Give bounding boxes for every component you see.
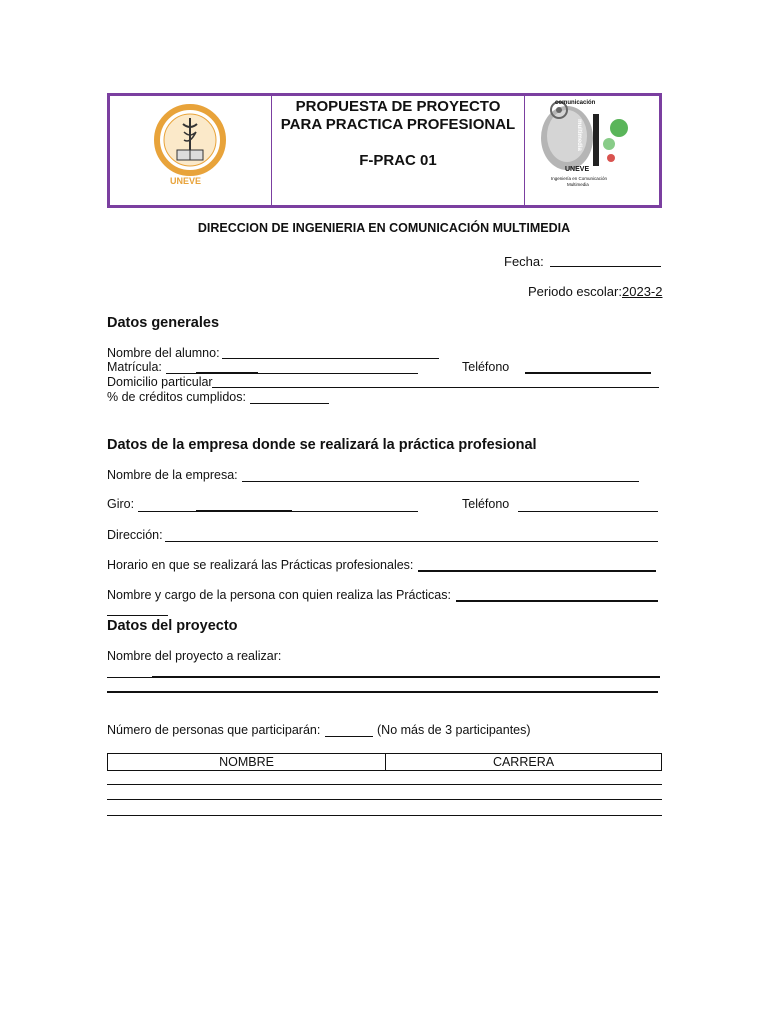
header-logo-cell bbox=[110, 96, 272, 205]
giro-field-accent bbox=[196, 510, 292, 512]
domicilio-label: Domicilio particular bbox=[107, 375, 213, 389]
fecha-field[interactable] bbox=[550, 266, 661, 267]
persona-field[interactable] bbox=[456, 600, 658, 602]
participant-row-1[interactable] bbox=[107, 784, 662, 785]
form-code: F-PRAC 01 bbox=[359, 152, 437, 169]
proyecto-nombre-label: Nombre del proyecto a realizar: bbox=[107, 649, 282, 663]
empresa-heading: Datos de la empresa donde se realizará la práctica profesional bbox=[107, 437, 537, 453]
participant-row-3[interactable] bbox=[107, 815, 662, 816]
creditos-field[interactable] bbox=[250, 403, 329, 404]
col-carrera-header: CARRERA bbox=[386, 754, 662, 771]
persona-label: Nombre y cargo de la persona con quien realiza las Prácticas: bbox=[107, 588, 451, 602]
proyecto-heading: Datos del proyecto bbox=[107, 618, 238, 634]
logo-caption-line1: Ingeniería en Comunicación bbox=[551, 176, 608, 181]
numero-note: (No más de 3 participantes) bbox=[377, 723, 531, 737]
uneve-logo-text: UNEVE bbox=[170, 176, 202, 186]
header-title-cell bbox=[272, 96, 525, 205]
persona-field-continued[interactable] bbox=[107, 615, 168, 616]
datos-generales-heading: Datos generales bbox=[107, 315, 220, 331]
fecha-label: Fecha: bbox=[504, 254, 544, 269]
form-title-line2: PARA PRACTICA PROFESIONAL bbox=[280, 116, 516, 133]
numero-field[interactable] bbox=[325, 736, 373, 737]
empresa-nombre-label: Nombre de la empresa: bbox=[107, 468, 238, 482]
empresa-nombre-field[interactable] bbox=[242, 481, 639, 482]
nombre-alumno-label: Nombre del alumno: bbox=[107, 346, 220, 360]
giro-label: Giro: bbox=[107, 497, 135, 511]
horario-label: Horario en que se realizará las Prácticas profesionales: bbox=[107, 558, 414, 572]
creditos-label: % de créditos cumplidos: bbox=[107, 390, 246, 404]
logo-comunicacion-text: comunicación bbox=[555, 100, 596, 106]
direccion-field[interactable] bbox=[165, 541, 658, 542]
empresa-telefono-label: Teléfono bbox=[462, 497, 510, 511]
telefono-alumno-field[interactable] bbox=[525, 372, 651, 374]
numero-label: Número de personas que participarán: bbox=[107, 723, 321, 737]
participant-row-2[interactable] bbox=[107, 799, 662, 800]
horario-field[interactable] bbox=[418, 570, 656, 572]
proyecto-nombre-field-line2[interactable] bbox=[107, 691, 658, 693]
domicilio-field[interactable] bbox=[212, 387, 659, 388]
col-nombre-header: NOMBRE bbox=[108, 754, 386, 771]
header-multimedia-logo-cell bbox=[525, 96, 659, 205]
periodo-value[interactable]: 2023-2 bbox=[622, 284, 663, 299]
direction-heading: DIRECCION DE INGENIERIA EN COMUNICACIÓN MULTIMEDIA bbox=[197, 221, 571, 235]
matricula-field-accent bbox=[196, 372, 258, 374]
form-title-line1: PROPUESTA DE PROYECTO bbox=[295, 98, 501, 115]
proyecto-nombre-field-start bbox=[107, 677, 152, 678]
proyecto-nombre-field[interactable] bbox=[152, 676, 660, 678]
table-header-row bbox=[108, 754, 662, 771]
periodo-label: Periodo escolar: bbox=[528, 284, 622, 299]
participants-table bbox=[107, 753, 662, 771]
direccion-label: Dirección: bbox=[107, 528, 163, 542]
nombre-alumno-field[interactable] bbox=[222, 358, 439, 359]
header-box bbox=[107, 93, 662, 208]
matricula-label: Matrícula: bbox=[107, 360, 162, 374]
logo-caption-line2: Multimedia bbox=[567, 182, 589, 187]
telefono-alumno-label: Teléfono bbox=[462, 360, 510, 374]
logo-multimedia-text: multimedia bbox=[575, 119, 582, 151]
empresa-telefono-field[interactable] bbox=[518, 511, 658, 512]
logo-uneve-text: UNEVE bbox=[565, 166, 590, 173]
